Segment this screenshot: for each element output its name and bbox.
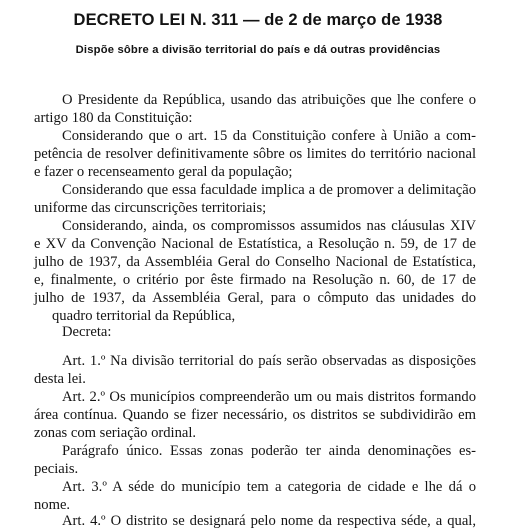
decreta-heading: Decreta: [62,324,112,340]
paragraph-line: Considerando, ainda, os compromissos assumidos nas cláusulas XIV [62,218,476,234]
paragraph-line: desta lei. [34,371,86,387]
paragraph-line: artigo 180 da Constituição: [34,110,193,126]
paragraph-line: julho de 1937, da Assembléia Geral, para o cômputo das unidades do [34,290,476,306]
paragraph-line: e XV da Convenção Nacional de Estatística, a Resolução n. 59, de 17 de [34,236,476,252]
paragraph-line: Art. 2.º Os municípios compreenderão um ou mais distritos formando [62,389,476,405]
paragraph-line: peciais. [34,461,79,477]
paragraph-line: e fazer o recenseamento geral da população; [34,164,293,180]
paragraph-line: Considerando que o art. 15 da Constituição confere à União a com- [62,128,476,144]
paragraph-line: uniforme das circunscrições territoriais; [34,200,267,216]
paragraph-line: e, finalmente, o critério por êste firmado na Resolução n. 60, de 17 de [34,272,476,288]
decree-subtitle: Dispõe sôbre a divisão territorial do país e dá outras providências [75,44,441,56]
paragraph-line: O Presidente da República, usando das atribuições que lhe confere o [62,92,476,108]
paragraph-line: Art. 4.º O distrito se designará pelo nome da respectiva séde, a qual, [62,513,476,529]
paragraph-line: área contínua. Quando se fizer necessário, os distritos se subdividirão em [34,407,476,423]
paragraph-line: Considerando que essa faculdade implica a de promover a delimitação [62,182,476,198]
paragraph-line: petência de resolver definitivamente sôbre os limites do território nacional [34,146,476,162]
paragraph-line: nome. [34,497,71,513]
paragraph-line: Art. 1.º Na divisão territorial do país serão observadas as disposições [62,353,476,369]
paragraph-line: Parágrafo único. Essas zonas poderão ter ainda denominações es- [62,443,476,459]
paragraph-line: Art. 3.º A séde do município tem a categoria de cidade e lhe dá o [62,479,476,495]
paragraph-line: zonas com seriação ordinal. [34,425,197,441]
decree-title: DECRETO LEI N. 311 — de 2 de março de 1938 [73,11,443,29]
paragraph-line: julho de 1937, da Assembléia Geral do Conselho Nacional de Estatística, [34,254,476,270]
paragraph-line: quadro territorial da República, [52,308,236,324]
